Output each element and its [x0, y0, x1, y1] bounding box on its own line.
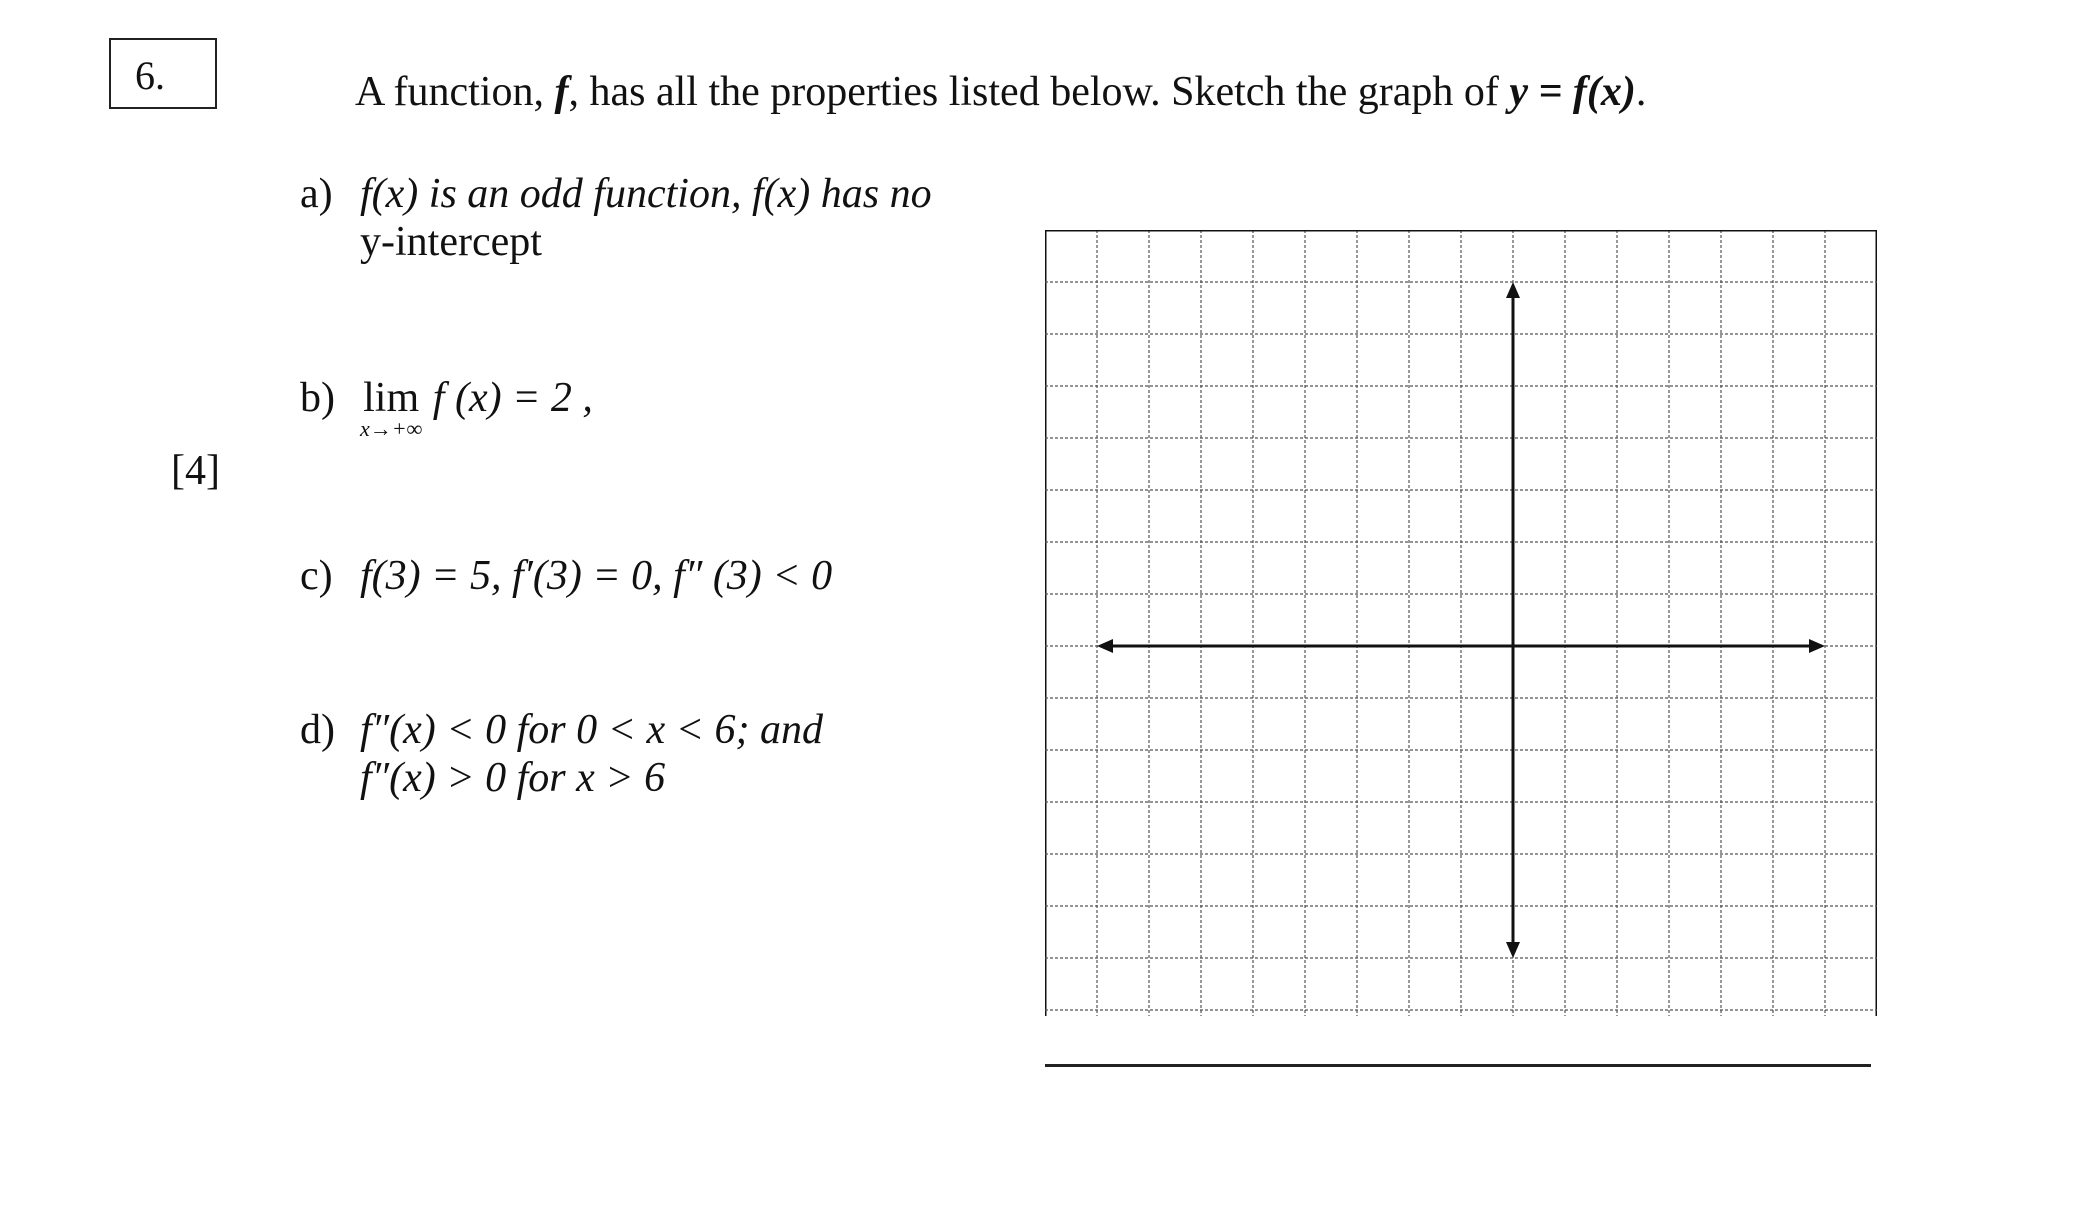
question-number-box	[109, 38, 217, 109]
question-number: 6.	[135, 53, 165, 98]
prompt-text-middle: , has all the properties listed below. Sketch the graph of	[568, 69, 1510, 115]
x-axis-right-arrow-icon	[1809, 639, 1825, 653]
part-d-line1: f″(x) < 0 for 0 < x < 6; and	[360, 707, 823, 753]
part-b	[300, 374, 593, 442]
part-d	[300, 706, 823, 802]
part-a-line2: y-intercept	[360, 219, 542, 265]
question-prompt	[355, 68, 1646, 116]
prompt-function-symbol: f	[554, 69, 569, 115]
part-b-expression: f (x) = 2 ,	[432, 375, 593, 421]
x-axis-left-arrow-icon	[1097, 639, 1113, 653]
prompt-text-before: A function,	[355, 69, 555, 115]
graph-paper-svg[interactable]	[1045, 230, 1877, 1016]
part-c-expression: f(3) = 5, f′(3) = 0, f″ (3) < 0	[360, 553, 833, 599]
prompt-expression: y = f(x)	[1509, 69, 1636, 115]
part-d-line2: f″(x) > 0 for x > 6	[360, 755, 666, 801]
prompt-text-end: .	[1635, 69, 1647, 115]
part-a-line1: f(x) is an odd function, f(x) has no	[360, 171, 932, 217]
limit-operator	[360, 374, 422, 442]
limit-word: lim	[363, 375, 420, 421]
part-c	[300, 552, 832, 600]
answer-line	[1045, 1064, 1871, 1067]
part-b-label: b)	[300, 375, 335, 421]
part-a-label: a)	[300, 171, 333, 217]
part-d-label: d)	[300, 707, 335, 753]
graph-paper[interactable]	[1045, 230, 1877, 1021]
y-axis-up-arrow-icon	[1506, 282, 1520, 298]
part-a	[300, 170, 932, 266]
marks-label: [4]	[171, 448, 220, 494]
limit-subscript: x→+∞	[360, 416, 423, 441]
y-axis-down-arrow-icon	[1506, 942, 1520, 958]
part-c-label: c)	[300, 553, 333, 599]
